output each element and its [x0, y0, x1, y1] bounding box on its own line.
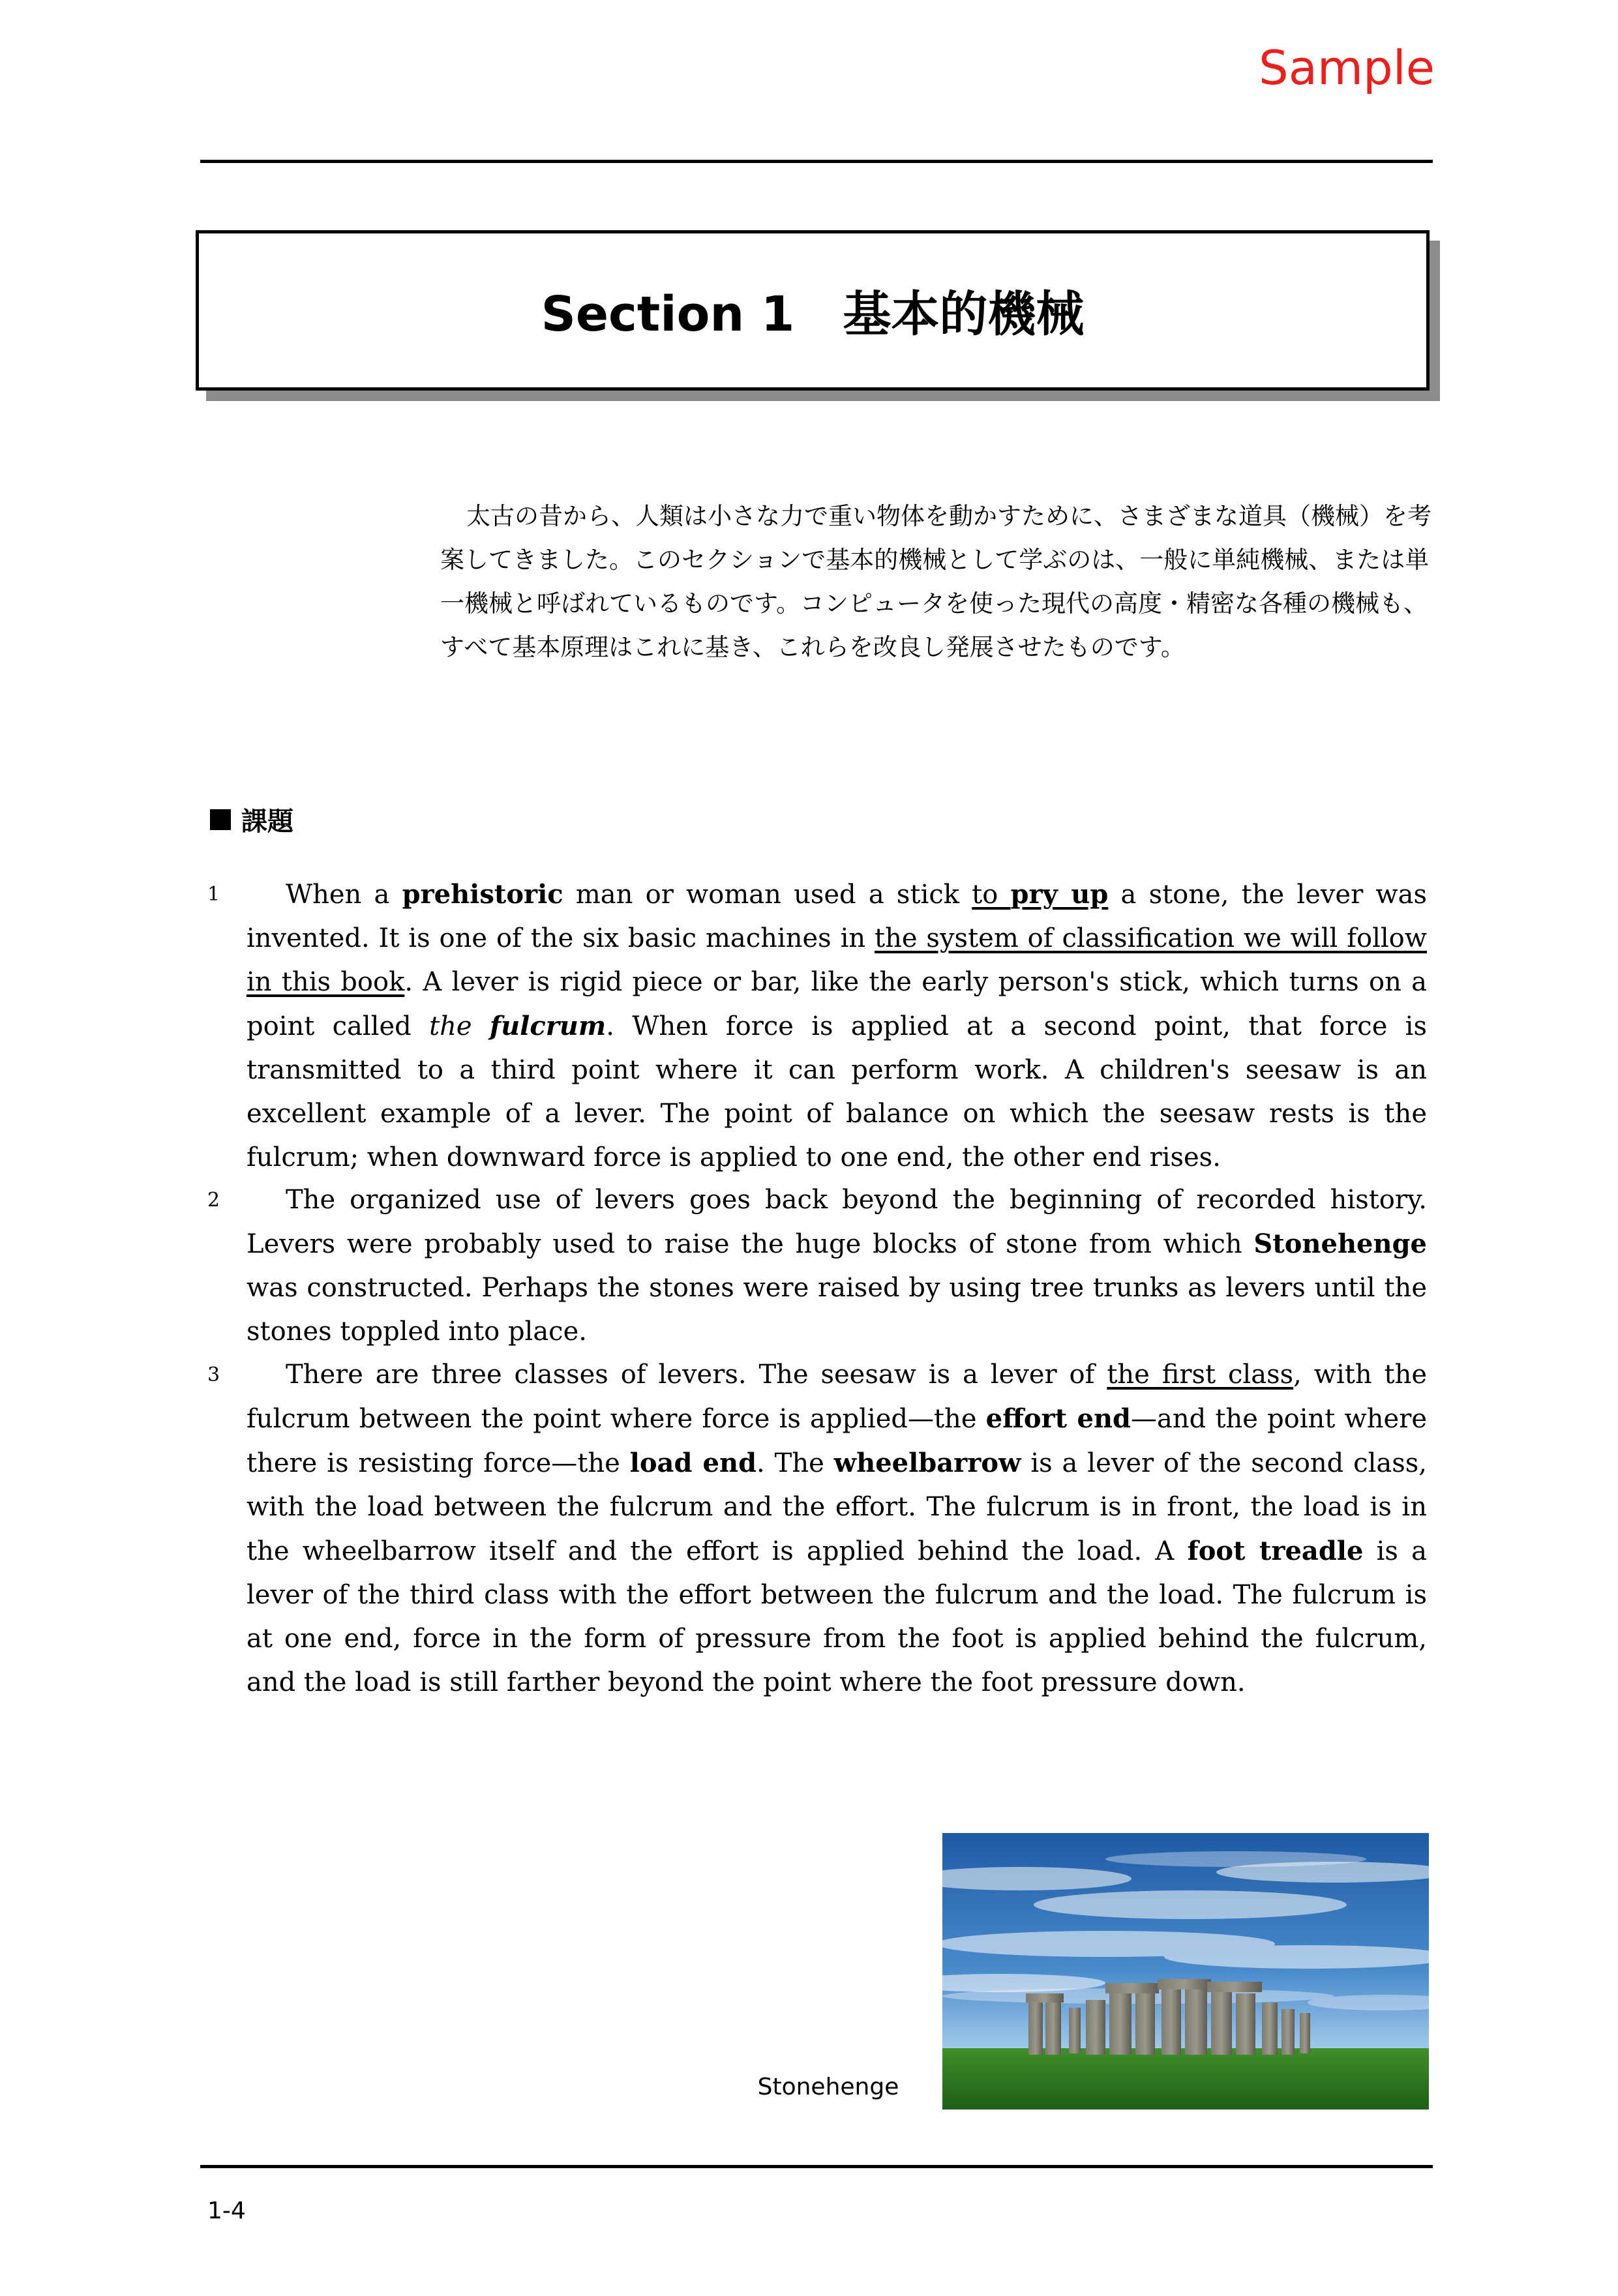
bold-term: wheelbarrow	[833, 1448, 1021, 1478]
intro-paragraph: 太古の昔から、人類は小さな力で重い物体を動かすために、さまざまな道具（機械）を考案してきました。このセクションで基本的機械として学ぶのは、一般に単純機械、または単一機械と呼ばれているものです。コンピュータを使った現代の高度・精密な各種の機械も、すべて基本原理はこれに基き、これらを改良し発展させたものです。	[440, 502, 1431, 661]
paragraph-text: was constructed. Perhaps the stones were raised by using tree trunks as levers until the stones toppled into place.	[247, 1273, 1427, 1347]
paragraph-text: man or woman used a stick	[563, 880, 972, 910]
paragraph-text: . The	[757, 1448, 834, 1478]
paragraph-text: is a lever of the second class, with the load between the fulcrum and the effort. The fulcrum is in front, the load is in the wheelbarrow itself and the effort is applied behind the load. A	[247, 1448, 1427, 1566]
paragraph-2	[247, 1178, 1427, 1354]
paragraph-text: The organized use of levers goes back beyond the beginning of recorded history. Levers were probably used to raise the huge blocks of stone from which	[247, 1185, 1427, 1259]
section-heading	[210, 801, 293, 838]
bold-term: load end	[629, 1448, 757, 1478]
underlined-text: to	[972, 880, 1011, 910]
paragraph-3	[247, 1353, 1427, 1705]
paragraph-1	[247, 872, 1427, 1180]
italic-text: the	[429, 1011, 490, 1041]
bold-term: pry up	[1010, 879, 1109, 910]
section-title-box	[196, 230, 1430, 391]
paragraph-text: is a lever of the third class with the effort between the fulcrum and the load. The fulcrum is at one end, force in the form of pressure from the foot is applied behind the fulcrum, and the load is still farther beyond the point where the foot pressure down.	[247, 1536, 1427, 1697]
header-rule	[200, 160, 1433, 163]
paragraph-text: When a	[286, 880, 402, 910]
underlined-phrase: the system of classification we will follow in this book	[247, 923, 1427, 997]
footer-rule	[200, 2165, 1433, 2168]
black-square-icon	[210, 809, 231, 830]
paragraph-text: —and the point where there is resisting force—the	[247, 1404, 1428, 1478]
paragraph-text: , with the fulcrum between the point where force is applied—the	[247, 1360, 1427, 1434]
section-heading-label: 課題	[241, 807, 293, 837]
paragraph-number: 3	[207, 1364, 220, 1386]
paragraph-number: 2	[207, 1189, 220, 1212]
paragraph-text: . A lever is rigid piece or bar, like the early person's stick, which turns on a point called	[247, 967, 1427, 1041]
bold-term: prehistoric	[402, 879, 563, 910]
stonehenge-illustration	[942, 1833, 1429, 2110]
underlined-phrase: the first class	[1107, 1360, 1294, 1390]
bold-term: Stonehenge	[1253, 1229, 1427, 1259]
paragraph-text: a stone, the lever was invented. It is one of the six basic machines in	[247, 880, 1428, 953]
section-title: Section 1 基本的機械	[541, 286, 1085, 342]
bold-term: foot treadle	[1187, 1536, 1364, 1566]
page-number: 1-4	[207, 2198, 246, 2224]
underlined-phrase	[972, 880, 1108, 910]
paragraph-text: . When force is applied at a second point, that force is transmitted to a third point where it can perform work. A children's seesaw is an excellent example of a lever. The point of balance on which the seesaw rests is the fulcrum; when downward force is applied to one end, the other end rises.	[247, 1011, 1427, 1172]
sample-watermark: Sample	[1259, 40, 1435, 95]
figure-caption: Stonehenge	[757, 2074, 899, 2100]
stonehenge-photo	[942, 1833, 1429, 2110]
bold-italic-term: fulcrum	[489, 1011, 607, 1041]
paragraph-text: There are three classes of levers. The seesaw is a lever of	[286, 1360, 1107, 1390]
paragraph-number: 1	[207, 883, 220, 906]
bold-term: effort end	[985, 1403, 1131, 1434]
